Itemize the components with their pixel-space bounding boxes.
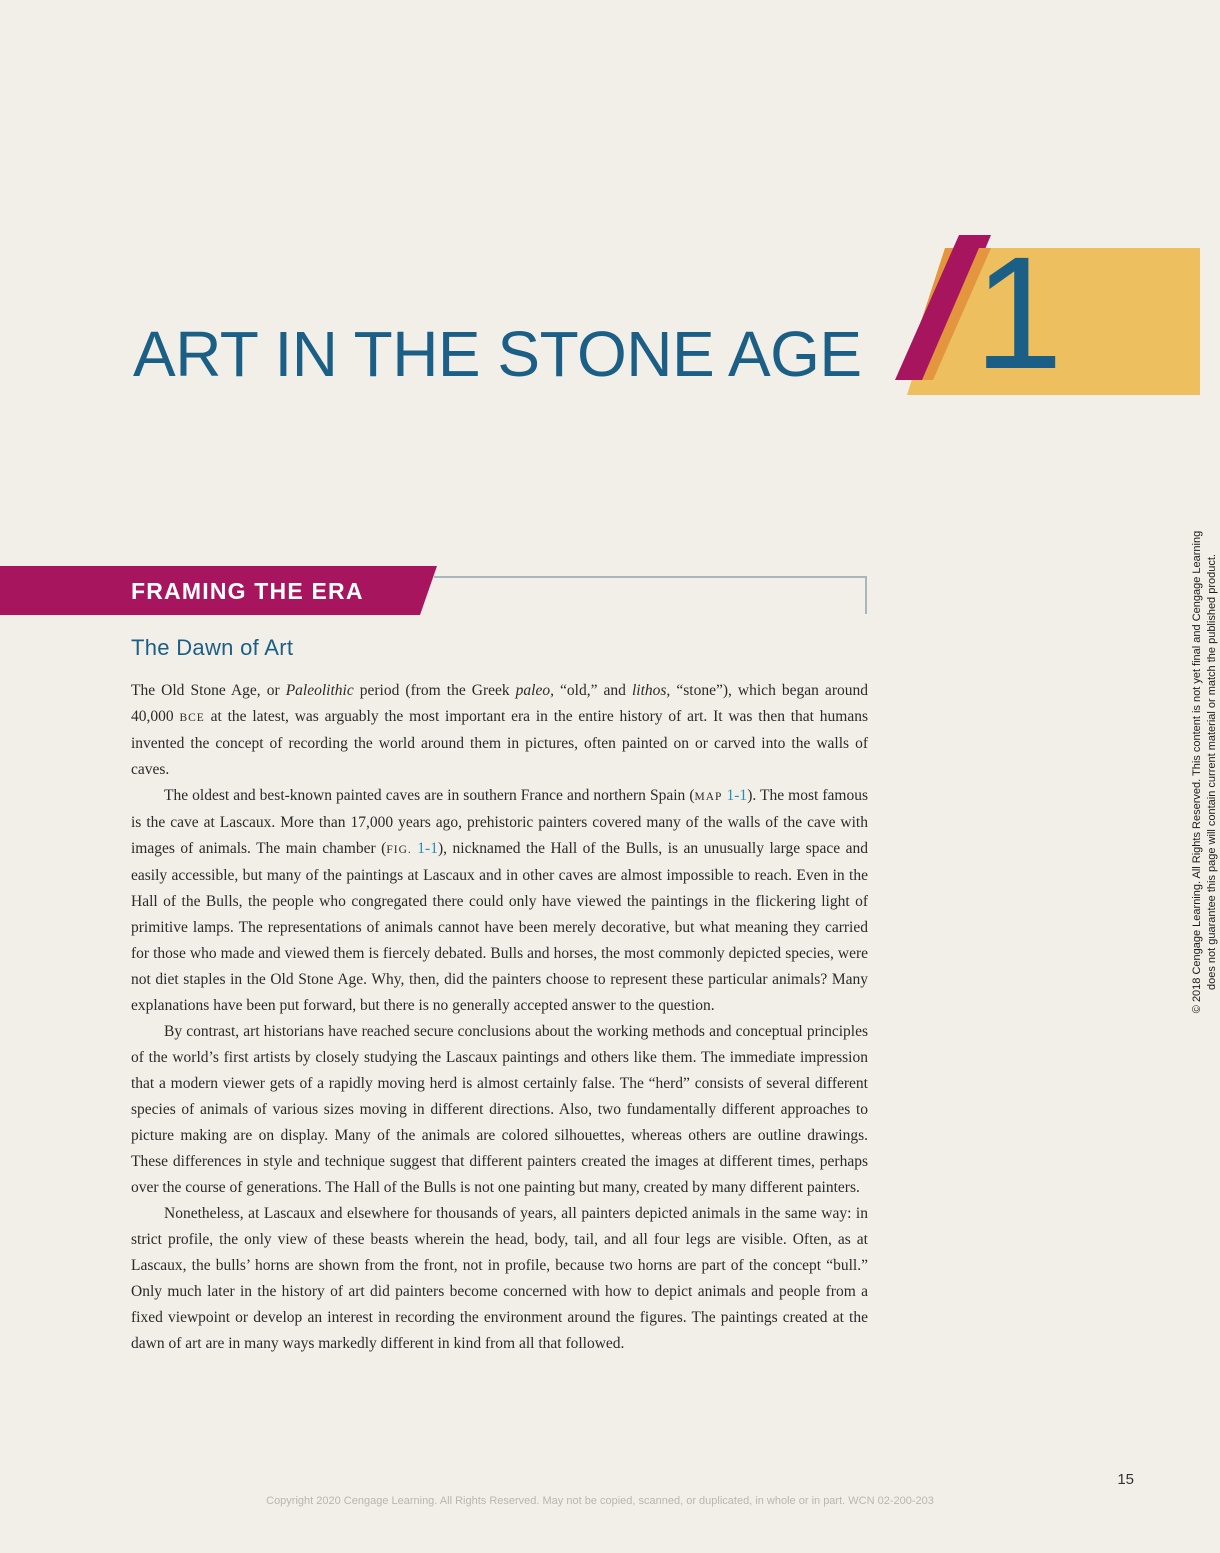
- section-band-rule: [434, 577, 866, 614]
- figure-reference-link[interactable]: 1-1: [417, 840, 438, 857]
- side-notice-line-1: © 2018 Cengage Learning. All Rights Reserved. This content is not yet final and Cengage Learning: [1191, 530, 1203, 1014]
- body-text: [131, 678, 868, 1357]
- map-reference-link[interactable]: 1-1: [726, 787, 748, 804]
- chapter-number: 1: [974, 223, 1063, 402]
- page-number: 15: [1117, 1471, 1134, 1488]
- paragraph-1: The Old Stone Age, or Paleolithic period (from the Greek paleo, “old,” and lithos, “stone”), which began around 40,000 BCE at the latest, was arguably the most important era in the entire history of art. It was then that humans invented the concept of recording the world around them in pictures, often painted on or carved into the walls of caves.: [131, 682, 869, 778]
- chapter-title: ART IN THE STONE AGE: [133, 318, 862, 390]
- side-notice-line-2: does not guarantee this page will contain current material or match the published product.: [1206, 554, 1218, 990]
- section-label: FRAMING THE ERA: [131, 578, 364, 604]
- footer-copyright: Copyright 2020 Cengage Learning. All Rights Reserved. May not be copied, scanned, or duplicated, in whole or in part. WCN 02-200-203: [266, 1495, 934, 1507]
- paragraph-4: Nonetheless, at Lascaux and elsewhere for thousands of years, all painters depicted animals in the same way: in strict profile, the only view of these beasts wherein the head, body, tail, and all four legs are visible. Often, as at Lascaux, the bulls’ horns are shown from the front, not in profile, because two horns are part of the concept “bull.” Only much later in the history of art did painters become concerned with how to depict animals and people from a fixed viewpoint or develop an interest in recording the environment around the figures. The paintings created at the dawn of art are in many ways markedly different in kind from all that followed.: [131, 1205, 868, 1352]
- paragraph-2: The oldest and best-known painted caves are in southern France and northern Spain (MAP 1-1). The most famous is the cave at Lascaux. More than 17,000 years ago, prehistoric painters covered many of the walls of the cave with images of animals. The main chamber (FIG. 1-1), nicknamed the Hall of the Bulls, is an unusually large space and easily accessible, but many of the paintings at Lascaux and in other caves are almost impossible to reach. Even in the Hall of the Bulls, the people who congregated there could only have viewed the paintings in the flickering light of primitive lamps. The representations of animals cannot have been merely decorative, but what meaning they carried for those who made and viewed them is fiercely debated. Bulls and horses, the most commonly depicted species, were not diet staples in the Old Stone Age. Why, then, did the painters choose to represent these particular animals? Many explanations have been put forward, but there is no generally accepted answer to the question.: [131, 787, 869, 1014]
- subheading: The Dawn of Art: [131, 635, 294, 660]
- side-copyright-notice: [1190, 477, 1220, 1067]
- paragraph-3: By contrast, art historians have reached secure conclusions about the working methods and conceptual principles of the world’s first artists by closely studying the Lascaux paintings and others like them. The immediate impression that a modern viewer gets of a rapidly moving herd is almost certainly false. The “herd” consists of several different species of animals of various sizes moving in different directions. Also, two fundamentally different approaches to picture making are on display. Many of the animals are colored silhouettes, whereas others are outline drawings. These differences in style and technique suggest that different painters created the images at different times, perhaps over the course of generations. The Hall of the Bulls is not one painting but many, created by many different painters.: [131, 1023, 868, 1196]
